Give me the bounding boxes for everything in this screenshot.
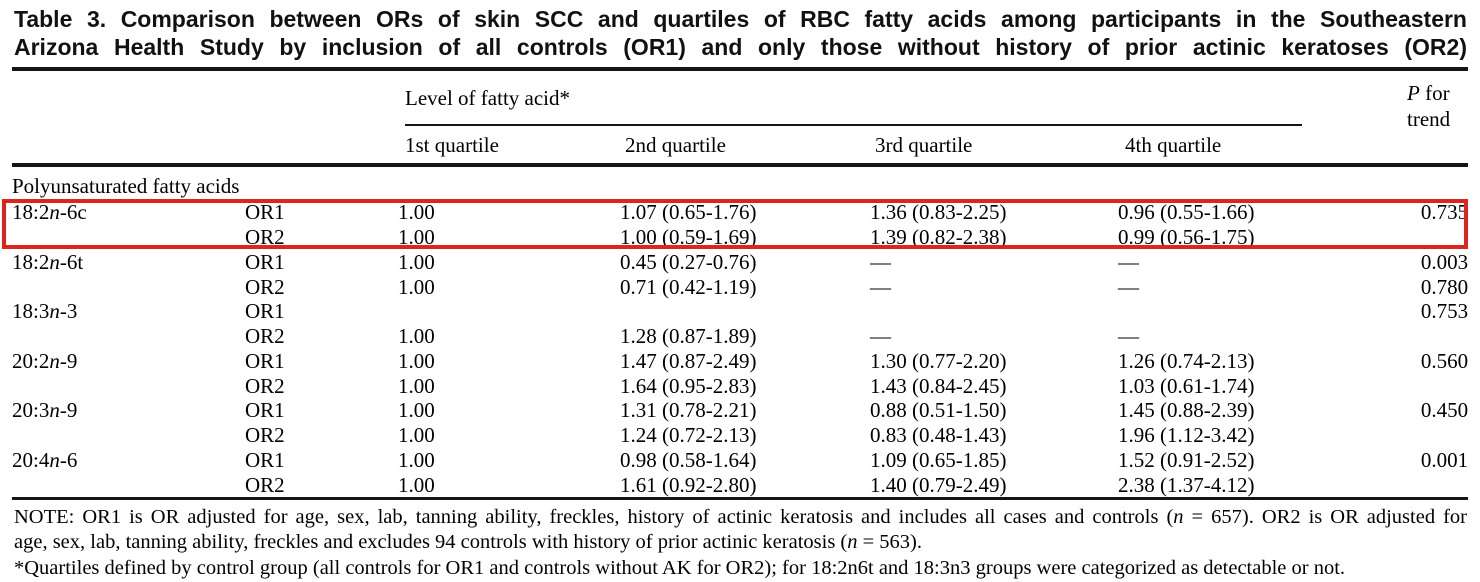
q2-value: 0.98 (0.58-1.64) [620,447,757,472]
note-line2: age, sex, lab, tanning ability, freckles and excludes 94 controls with history of prior actinic keratosis (n = 563). [14,531,923,554]
p-trend-value: 0.780 [1420,274,1469,299]
header-3rd-quartile: 3rd quartile [875,133,973,157]
q4-value [1118,299,1301,324]
top-rule [12,67,1468,71]
q4-value: — [1118,324,1139,349]
or-label: OR1 [245,447,285,472]
or-label: OR2 [245,274,285,299]
p-for-trend-line1: P for [1407,81,1450,105]
fatty-acid-name: 20:3n-9 [12,398,78,423]
q2-value: 1.31 (0.78-2.21) [620,398,757,423]
fatty-acid-name [12,324,245,349]
p-trend-value: 0.001 [1420,447,1469,472]
q1-value: 1.00 [398,373,435,398]
p-trend-value: 0.560 [1420,348,1469,373]
q1-value [398,299,620,324]
q1-value: 1.00 [398,274,435,299]
q3-value: 0.88 (0.51-1.50) [870,398,1007,423]
footnotes [14,505,1467,581]
q3-value: 1.43 (0.84-2.45) [870,373,1007,398]
q4-value: — [1118,274,1139,299]
q3-value: 1.09 (0.65-1.85) [870,447,1007,472]
fatty-acid-name: 20:4n-6 [12,447,78,472]
or-label: OR2 [245,373,285,398]
table-row [12,448,1468,473]
q3-value: — [870,274,891,299]
q1-value: 1.00 [398,447,435,472]
column-group-header: Level of fatty acid* [405,86,571,110]
fatty-acid-name: 18:2n-6c [12,200,87,225]
header-4th-quartile: 4th quartile [1125,133,1222,157]
table-row [12,398,1468,423]
fatty-acid-name: 20:2n-9 [12,348,78,373]
table-row [12,299,1468,324]
q4-value: — [1118,249,1139,274]
p-trend-value [1301,373,1468,398]
table-row [12,373,1468,398]
or-label: OR1 [245,398,285,423]
table-row [12,349,1468,374]
table-title-line1: Table 3. Comparison between ORs of skin SCC and quartiles of RBC fatty acids among participants in the Southeastern [14,6,1467,32]
q3-value [870,299,1118,324]
body-footnote-divider-rule [12,497,1468,500]
or-label: OR2 [245,423,285,448]
header-body-divider-rule [12,163,1468,167]
q2-value [620,299,870,324]
note-line3: *Quartiles defined by control group (all controls for OR1 and controls without AK for OR2); for 18:2n6t and 18:3n3 groups were categorized as detectable or not. [14,556,1346,579]
q2-value: 1.28 (0.87-1.89) [620,324,757,349]
table-row [12,250,1468,275]
q4-value: 1.03 (0.61-1.74) [1118,373,1255,398]
table-title-line2: Arizona Health Study by inclusion of all controls (OR1) and only those without history of prior actinic keratoses (OR2) [14,34,1467,60]
fatty-acid-table [12,170,1468,497]
q2-value: 1.07 (0.65-1.76) [620,200,757,225]
or-label: OR2 [245,324,285,349]
table-row [12,472,1468,497]
or-label: OR1 [245,200,285,225]
header-1st-quartile: 1st quartile [405,133,499,157]
q1-value: 1.00 [398,348,435,373]
p-for-trend-header [1407,80,1450,132]
q2-value: 1.61 (0.92-2.80) [620,472,757,497]
note-line1: NOTE: OR1 is OR adjusted for age, sex, lab, tanning ability, freckles, history of actinic keratosis and includes all cases and controls (n = 657). OR2 is OR adjusted for [14,506,1467,528]
table-row [12,324,1468,349]
table-title [14,5,1467,61]
section-label: Polyunsaturated fatty acids [12,174,240,198]
q4-value: 1.96 (1.12-3.42) [1118,423,1255,448]
fatty-acid-name [12,274,245,299]
q3-value: 1.30 (0.77-2.20) [870,348,1007,373]
header-2nd-quartile: 2nd quartile [625,133,726,157]
fatty-acid-name [12,472,245,497]
q3-value: — [870,324,891,349]
p-trend-value [1301,472,1468,497]
q3-value: 1.39 (0.82-2.38) [870,225,1007,250]
or-label: OR1 [245,299,285,324]
section-row [12,170,1468,200]
or-label: OR1 [245,348,285,373]
p-trend-value [1301,225,1468,250]
column-group-underline [405,124,1302,126]
or-label: OR2 [245,472,285,497]
q1-value: 1.00 [398,472,435,497]
p-for-trend-line2: trend [1407,107,1451,131]
q1-value: 1.00 [398,423,435,448]
q4-value: 1.26 (0.74-2.13) [1118,348,1255,373]
q2-value: 1.64 (0.95-2.83) [620,373,757,398]
fatty-acid-name: 18:3n-3 [12,299,78,324]
p-trend-value: 0.003 [1420,249,1469,274]
q3-value: 1.36 (0.83-2.25) [870,200,1007,225]
table-row [12,225,1468,250]
p-trend-value: 0.735 [1420,200,1469,225]
q2-value: 1.24 (0.72-2.13) [620,423,757,448]
table-row [12,274,1468,299]
p-trend-value: 0.753 [1420,299,1469,324]
q1-value: 1.00 [398,200,435,225]
q4-value: 0.96 (0.55-1.66) [1118,200,1255,225]
q3-value: 1.40 (0.79-2.49) [870,472,1007,497]
q2-value: 1.00 (0.59-1.69) [620,225,757,250]
table-row [12,423,1468,448]
q3-value: — [870,249,891,274]
q4-value: 2.38 (1.37-4.12) [1118,472,1255,497]
q3-value: 0.83 (0.48-1.43) [870,423,1007,448]
or-label: OR2 [245,225,285,250]
fatty-acid-name: 18:2n-6t [12,249,84,274]
q2-value: 0.71 (0.42-1.19) [620,274,757,299]
p-trend-value [1301,423,1468,448]
p-trend-value [1301,324,1468,349]
q2-value: 1.47 (0.87-2.49) [620,348,757,373]
q4-value: 0.99 (0.56-1.75) [1118,225,1255,250]
q4-value: 1.52 (0.91-2.52) [1118,447,1255,472]
q1-value: 1.00 [398,225,435,250]
fatty-acid-name [12,423,245,448]
fatty-acid-name [12,225,245,250]
q1-value: 1.00 [398,398,435,423]
q1-value: 1.00 [398,324,435,349]
q4-value: 1.45 (0.88-2.39) [1118,398,1255,423]
q2-value: 0.45 (0.27-0.76) [620,249,757,274]
fatty-acid-name [12,373,245,398]
q1-value: 1.00 [398,249,435,274]
p-trend-value: 0.450 [1420,398,1469,423]
table-row [12,200,1468,225]
or-label: OR1 [245,249,285,274]
